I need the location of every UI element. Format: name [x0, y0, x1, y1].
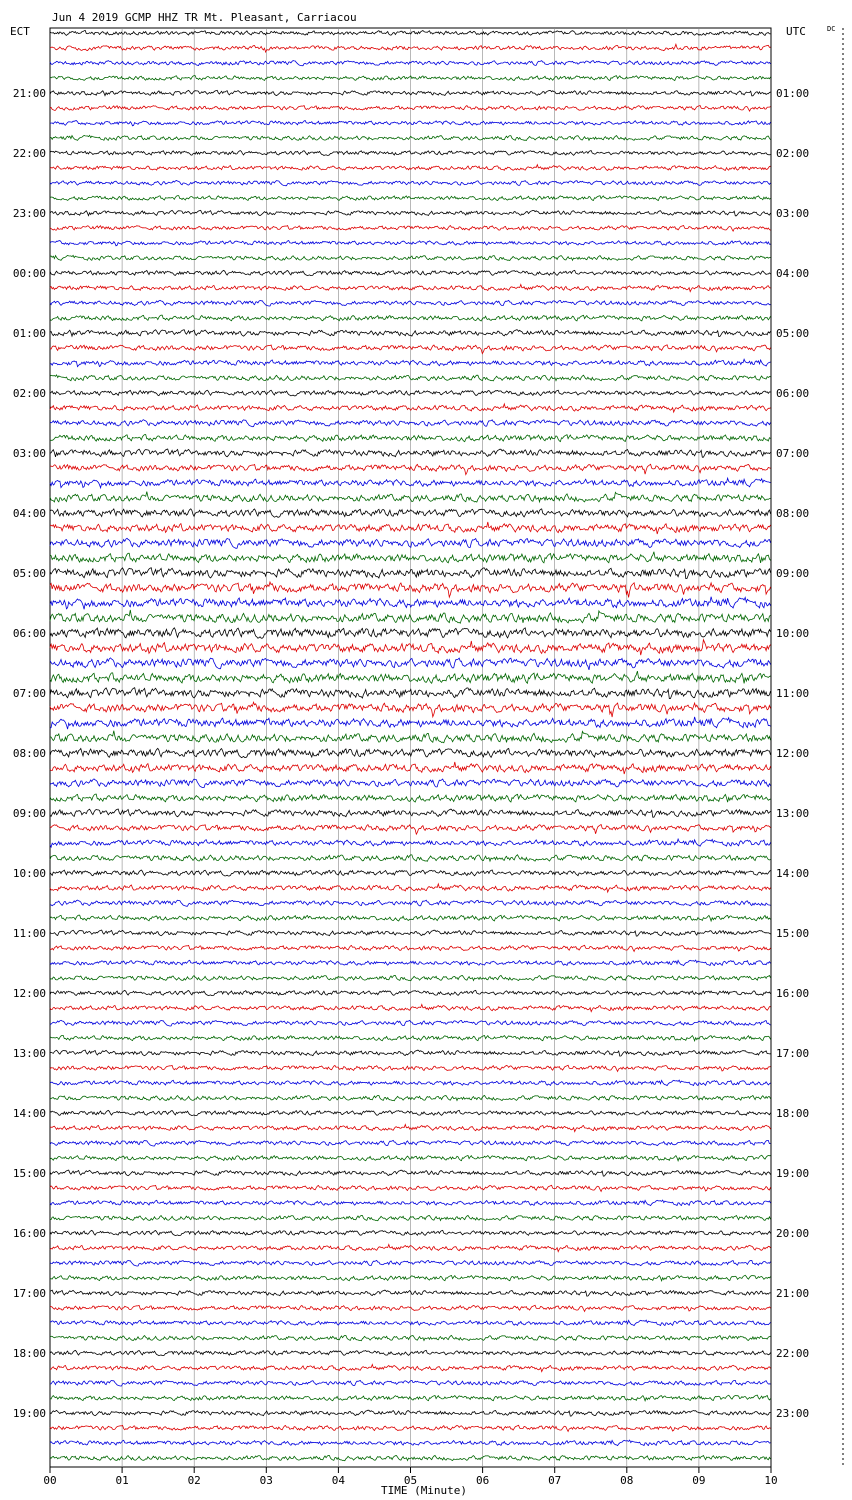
left-hour-label: 01:00 [12, 327, 46, 340]
right-hour-label: 11:00 [776, 687, 810, 700]
right-hour-label: 04:00 [776, 267, 810, 280]
left-hour-label: 13:00 [12, 1047, 46, 1060]
left-hour-label: 03:00 [12, 447, 46, 460]
left-hour-label: 02:00 [12, 387, 46, 400]
left-hour-label: 17:00 [12, 1287, 46, 1300]
x-tick-label: 03 [259, 1474, 273, 1487]
left-hour-label: 15:00 [12, 1167, 46, 1180]
right-hour-label: 01:00 [776, 87, 810, 100]
x-tick-label: 07 [548, 1474, 562, 1487]
x-tick-label: 08 [620, 1474, 634, 1487]
x-tick-label: 01 [115, 1474, 129, 1487]
right-hour-label: 14:00 [776, 867, 810, 880]
x-tick-label: 06 [475, 1474, 490, 1487]
right-hour-label: 13:00 [776, 807, 810, 820]
right-hour-label: 12:00 [776, 747, 810, 760]
right-timezone-label: UTC [786, 25, 806, 38]
right-hour-label: 10:00 [776, 627, 810, 640]
chart-title: Jun 4 2019 GCMP HHZ TR Mt. Pleasant, Carriacou [52, 11, 357, 24]
corner-dc-label: DC [827, 25, 836, 33]
left-hour-label: 19:00 [12, 1407, 46, 1420]
left-hour-label: 06:00 [12, 627, 46, 640]
right-hour-label: 20:00 [776, 1227, 810, 1240]
x-tick-label: 02 [187, 1474, 201, 1487]
right-hour-label: 19:00 [776, 1167, 810, 1180]
left-hour-label: 16:00 [12, 1227, 46, 1240]
left-hour-label: 22:00 [12, 147, 46, 160]
right-hour-label: 21:00 [776, 1287, 810, 1300]
x-tick-label: 09 [692, 1474, 706, 1487]
left-hour-label: 09:00 [12, 807, 46, 820]
minute-grid [122, 28, 699, 1467]
right-hour-label: 23:00 [776, 1407, 810, 1420]
x-tick-label: 10 [764, 1474, 778, 1487]
left-hour-label: 21:00 [12, 87, 46, 100]
right-hour-label: 07:00 [776, 447, 810, 460]
right-hour-label: 15:00 [776, 927, 810, 940]
right-hour-label: 06:00 [776, 387, 810, 400]
right-hour-label: 02:00 [776, 147, 810, 160]
left-hour-label: 18:00 [12, 1347, 46, 1360]
left-hour-label: 00:00 [12, 267, 46, 280]
right-hour-label: 16:00 [776, 987, 810, 1000]
x-tick-label: 05 [403, 1474, 418, 1487]
right-hour-label: 18:00 [776, 1107, 810, 1120]
left-hour-label: 08:00 [12, 747, 46, 760]
left-hour-label: 04:00 [12, 507, 46, 520]
right-hour-label: 17:00 [776, 1047, 810, 1060]
left-hour-label: 07:00 [12, 687, 46, 700]
x-tick-label: 00 [43, 1474, 57, 1487]
left-hour-label: 12:00 [12, 987, 46, 1000]
x-tick-label: 04 [331, 1474, 346, 1487]
right-hour-label: 22:00 [776, 1347, 810, 1360]
left-hour-label: 10:00 [12, 867, 46, 880]
right-hour-labels [776, 87, 809, 1420]
right-hour-label: 08:00 [776, 507, 810, 520]
right-hour-label: 09:00 [776, 567, 810, 580]
left-hour-label: 23:00 [12, 207, 46, 220]
left-hour-label: 11:00 [12, 927, 46, 940]
left-timezone-label: ECT [10, 25, 30, 38]
left-hour-label: 14:00 [12, 1107, 46, 1120]
right-hour-label: 03:00 [776, 207, 810, 220]
left-hour-label: 05:00 [12, 567, 46, 580]
x-axis-label: TIME (Minute) [380, 1484, 468, 1497]
left-hour-labels [13, 87, 46, 1420]
right-hour-label: 05:00 [776, 327, 810, 340]
